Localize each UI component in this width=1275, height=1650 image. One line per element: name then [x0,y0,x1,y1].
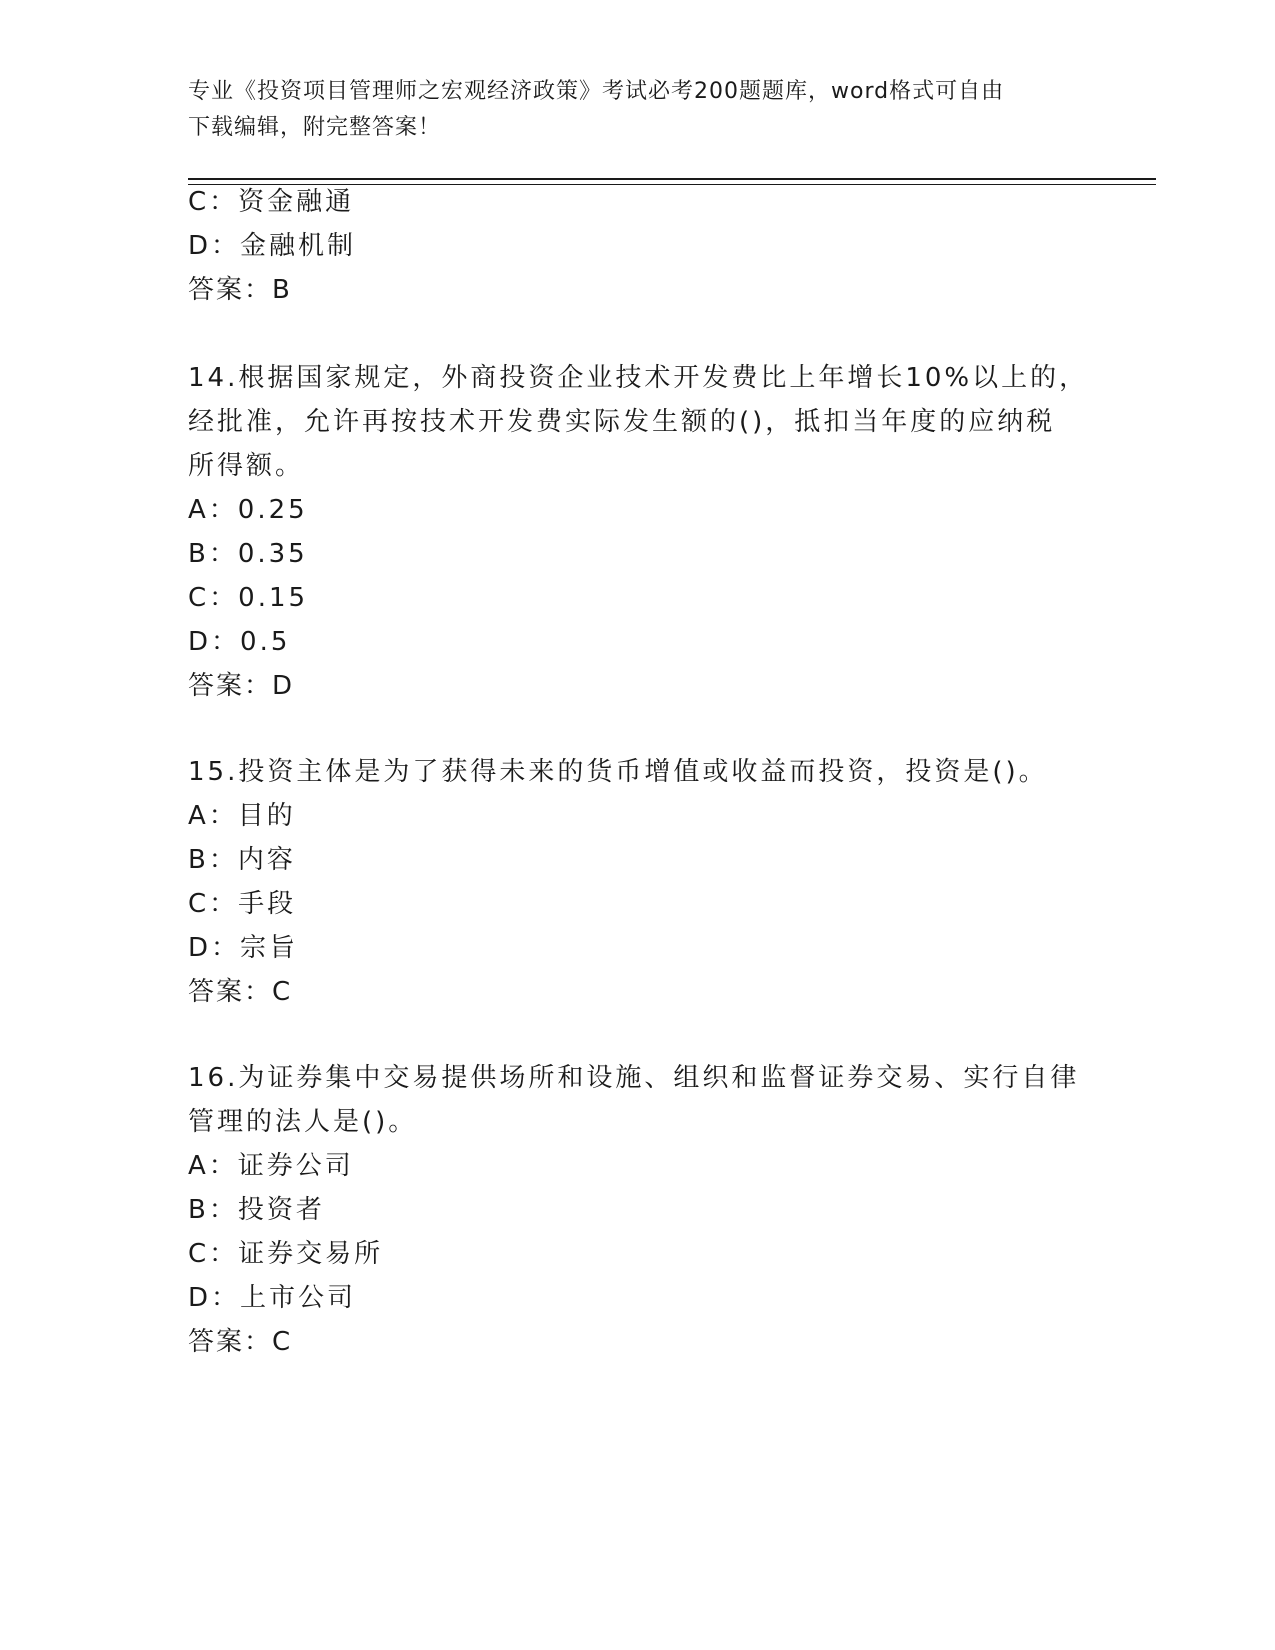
q15-answer: 答案：C [188,977,293,1007]
q14-stem-line-3: 所得额。 [188,451,305,481]
q15-option-a: A：目的 [188,801,296,831]
q15-option-d: D：宗旨 [188,933,299,963]
q15-option-b: B：内容 [188,845,296,875]
document-header: 专业《投资项目管理师之宏观经济政策》考试必考200题题库，word格式可自由 下载编辑，附完整答案！ [188,79,1005,140]
q16-option-c: C：证券交易所 [188,1239,384,1269]
prev-answer: 答案：B [188,275,292,305]
q15-option-c: C：手段 [188,889,297,919]
q14-option-c: C：0.15 [188,583,309,613]
q16-option-d: D：上市公司 [188,1283,357,1313]
q14-answer: 答案：D [188,671,295,701]
prev-option-d: D：金融机制 [188,231,357,261]
prev-option-c-text: C：资金融通 [188,187,355,217]
q16-stem-line-2: 管理的法人是()。 [188,1107,418,1137]
q14-option-a: A：0.25 [188,495,308,525]
q14-option-d: D：0.5 [188,627,291,657]
q16-stem-line-1: 16.为证券集中交易提供场所和设施、组织和监督证券交易、实行自律 [188,1063,1080,1093]
q15-stem-line-1: 15.投资主体是为了获得未来的货币增值或收益而投资，投资是()。 [188,757,1048,787]
q14-stem-line-1: 14.根据国家规定，外商投资企业技术开发费比上年增长10%以上的， [188,363,1089,393]
q16-answer: 答案：C [188,1327,293,1357]
q16-option-b: B：投资者 [188,1195,325,1225]
q16-option-a: A：证券公司 [188,1151,354,1181]
q14-option-b: B：0.35 [188,539,308,569]
q14-stem-line-2: 经批准，允许再按技术开发费实际发生额的()，抵扣当年度的应纳税 [188,407,1056,437]
